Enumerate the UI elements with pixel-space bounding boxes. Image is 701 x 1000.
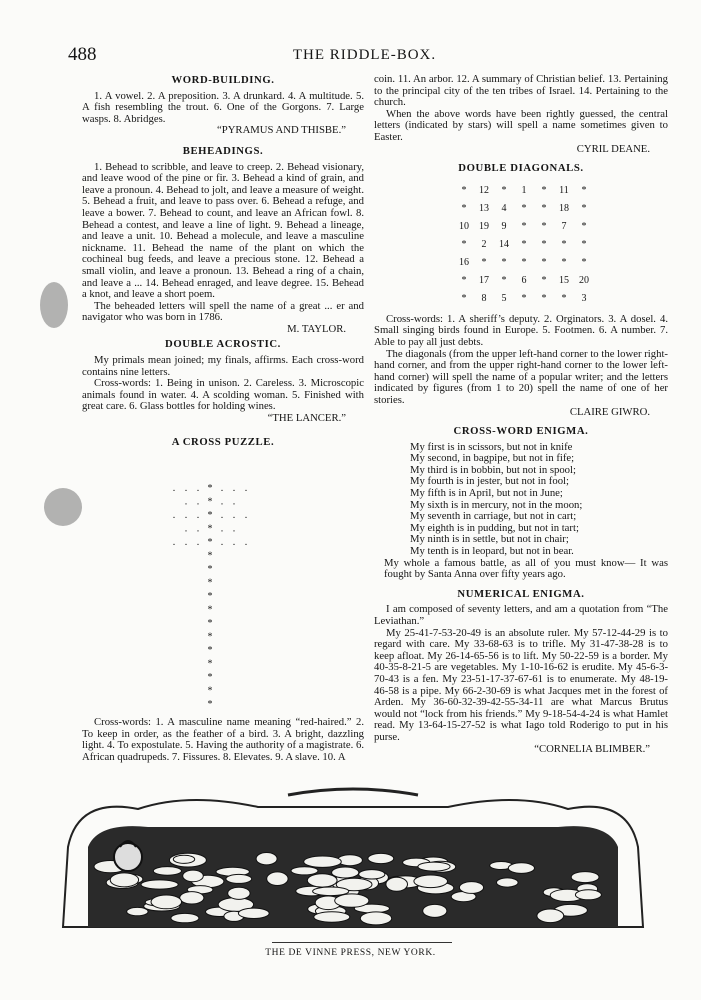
coin [359, 870, 385, 879]
diagonal-grid-cell: 3 [581, 292, 587, 304]
diagonal-grid-cell: * [521, 256, 527, 268]
cross-puzzle-dot: . [172, 537, 176, 548]
cross-word-enigma-title: CROSS-WORD ENIGMA. [453, 425, 589, 438]
cross-puzzle-note: When the above words have been rightly guessed, the central letters (indicated by stars) will spell a name sometimes given to Easter. [374, 107, 668, 143]
diagonal-grid-cell: 19 [479, 220, 489, 232]
cross-puzzle-star: * [207, 591, 213, 602]
cross-puzzle-dot: . [244, 510, 248, 521]
word-building-text: 1. A vowel. 2. A preposition. 3. A drunkard. 4. A multitude. 5. A fish resembling the trout. 6. One of the Gorgons. 7. Large wasps. 8. Abridges. [82, 89, 364, 125]
cross-puzzle-dot: . [196, 496, 200, 508]
diagonal-grid-cell: * [581, 220, 587, 232]
cross-puzzle-star: * [207, 685, 213, 697]
beheadings-title: BEHEADINGS. [182, 144, 264, 157]
double-diagonals-title: DOUBLE DIAGONALS. [458, 162, 584, 175]
cross-puzzle-dot: . [172, 510, 176, 521]
diagonal-grid-cell: * [541, 256, 547, 268]
coin [332, 867, 359, 878]
cross-puzzle-star: * [207, 564, 213, 575]
poem-line: My sixth is in mercury, not in the moon; [410, 498, 583, 511]
cross-puzzle-dot: . [244, 483, 248, 494]
coin [110, 873, 138, 887]
cross-puzzle-dot: . [196, 483, 200, 494]
diagonal-grid-cell: * [541, 220, 547, 232]
cross-puzzle-star: * [207, 577, 213, 589]
cross-puzzle-dot: . [220, 537, 224, 548]
coin [183, 870, 204, 882]
double-acrostic-title: DOUBLE ACROSTIC. [165, 338, 281, 351]
cross-puzzle-dot: . [232, 483, 236, 494]
diagonal-grid-cell: * [461, 292, 467, 304]
diagonal-grid-cell: 12 [479, 184, 489, 196]
double-acrostic-signature: “THE LANCER.” [267, 412, 346, 425]
cross-puzzle-dot: . [184, 510, 188, 521]
cross-puzzle-dot: . [196, 523, 200, 535]
coin [459, 882, 483, 894]
cross-puzzle-star: * [207, 645, 213, 656]
coin [423, 904, 447, 917]
diagonal-grid-cell: * [461, 184, 467, 196]
diagonal-grid-cell: * [581, 202, 587, 214]
coin [151, 895, 182, 909]
cross-puzzle-dot: . [220, 510, 224, 521]
diagonal-grid-cell: 15 [559, 274, 569, 286]
coin [291, 867, 318, 875]
cross-puzzle-dot: . [184, 496, 188, 508]
cross-puzzle-dot: . [232, 510, 236, 521]
cross-puzzle-star: * [207, 537, 213, 548]
coin [313, 887, 349, 896]
coin [127, 907, 148, 915]
cross-puzzle-dot: . [232, 523, 236, 535]
poem-line: My second, in bagpipe, but not in fife; [410, 452, 575, 465]
cross-puzzle-dot: . [244, 537, 248, 548]
coin [307, 874, 337, 887]
diagonal-grid-cell: * [521, 238, 527, 250]
cross-word-enigma-closing: My whole a famous battle, as all of you must know— It was fought by Santa Anna over fifty years ago. [384, 556, 668, 581]
cross-puzzle-star: * [207, 483, 213, 494]
cross-puzzle-cross-continued: coin. 11. An arbor. 12. A summary of Christian belief. 13. Pertaining to the principal city of the ten tribes of Israel. 14. Pertaining to the church. [374, 73, 668, 109]
cross-puzzle-dot: . [184, 483, 188, 494]
diagonal-grid-cell: * [521, 292, 527, 304]
coin [537, 909, 564, 923]
diagonal-grid-cell: * [541, 184, 547, 196]
diagonal-grid-cell: * [541, 274, 547, 286]
cross-puzzle-star: * [207, 699, 213, 710]
coin [335, 894, 369, 907]
diagonal-grid-cell: * [461, 202, 467, 214]
cross-puzzle-star: * [207, 496, 213, 508]
coin [180, 892, 204, 904]
cross-puzzle-star: * [207, 658, 213, 670]
double-diagonals-cross-words: Cross-words: 1. A sheriff’s deputy. 2. Orginators. 3. A dosel. 4. Small singing birds found in Europe. 5. Footmen. 6. A number. 7. Able to pay all just debts. [374, 312, 668, 348]
coin [304, 856, 342, 867]
poem-line: My seventh in carriage, but not in cart; [410, 510, 577, 523]
numerical-enigma-text: I am composed of seventy letters, and am a quotation from “The Leviathan.” [374, 603, 668, 627]
diagonal-grid-cell: 10 [459, 220, 469, 232]
diagonal-grid-cell: 2 [481, 238, 487, 250]
diagonal-grid-cell: 14 [499, 238, 509, 250]
diagonal-grid-cell: * [501, 184, 507, 196]
diagonal-grid-cell: 7 [561, 220, 567, 232]
diagonal-grid-cell: * [521, 220, 527, 232]
diagonal-grid-cell: 4 [501, 202, 507, 214]
diagonal-grid-cell: * [541, 202, 547, 214]
coin [153, 867, 181, 876]
money-bag-icon [114, 843, 142, 871]
diagonal-grid-cell: * [461, 238, 467, 250]
poem-line: My fourth is in jester, but not in fool; [410, 475, 569, 488]
diagonal-grid-cell: 8 [481, 292, 487, 304]
diagonal-grid-cell: 6 [521, 274, 527, 286]
cross-puzzle-dot: . [232, 496, 236, 508]
coin [386, 877, 408, 891]
coin [314, 912, 350, 922]
diagonal-grid-cell: * [481, 256, 487, 268]
diagonal-grid-cell: 13 [479, 202, 489, 214]
diagonal-grid-cell: * [521, 202, 527, 214]
poem-line: My eighth is in pudding, but not in tart; [410, 521, 579, 534]
cross-puzzle-title: A CROSS PUZZLE. [171, 435, 275, 448]
right-column [374, 74, 668, 755]
beheadings-text-2: The beheaded letters will spell the name of a great ... er and navigator who was born in 1786. [82, 299, 364, 324]
coin [141, 880, 178, 889]
coin [571, 872, 599, 883]
double-diagonals-grid-space [374, 179, 668, 314]
poem-line: My ninth is in settle, but not in chair; [410, 533, 569, 546]
coin [575, 890, 601, 900]
cross-puzzle-dot: . [220, 483, 224, 494]
diagonal-grid-cell: 17 [479, 274, 489, 286]
double-diagonals-grid [374, 179, 668, 314]
cross-puzzle-signature: CYRIL DEANE. [576, 142, 650, 155]
diagonal-grid-cell: * [541, 292, 547, 304]
cross-puzzle-star: * [207, 510, 213, 521]
cross-puzzle-cross-text: Cross-words: 1. A masculine name meaning “red-haired.” 2. To keep in order, as the feather of a bird. 3. A bright, dazzling light. 4. To expostulate. 5. Having the authority of a magistrate. 6. African quadrupeds. 7. Fissures. 8. Elevates. 9. A slave. 10. A [82, 716, 364, 763]
coin [414, 875, 448, 888]
coin [238, 908, 269, 918]
coin [256, 853, 277, 865]
numerical-enigma-title: NUMERICAL ENIGMA. [457, 587, 585, 600]
poem-line: My third is in bobbin, but not in spool; [410, 463, 576, 476]
diagonal-grid-cell: 20 [579, 274, 589, 286]
poem-line: My tenth is in leopard, but not in bear. [410, 545, 574, 558]
cross-puzzle-star: * [207, 604, 213, 616]
word-building-title: WORD-BUILDING. [171, 74, 275, 86]
beheadings-signature: M. TAYLOR. [287, 322, 346, 335]
cross-puzzle-star: * [207, 523, 213, 535]
diagonal-grid-cell: * [561, 256, 567, 268]
diagonal-grid-cell: 5 [501, 292, 507, 304]
cross-puzzle-star: * [207, 672, 213, 683]
coin [508, 863, 534, 874]
double-acrostic-text: My primals mean joined; my finals, affirms. Each cross-word contains nine letters. [82, 354, 364, 378]
page-number: 488 [68, 44, 97, 65]
diagonal-grid-cell: * [561, 292, 567, 304]
coin [173, 855, 194, 863]
coin [418, 862, 450, 871]
footer-imprint: THE DE VINNE PRESS, NEW YORK. [265, 948, 436, 958]
diagonal-grid-cell: * [501, 274, 507, 286]
word-building-signature: “PYRAMUS AND THISBE.” [217, 124, 346, 137]
cross-puzzle-dot: . [196, 510, 200, 521]
paper-stain [40, 282, 68, 328]
cross-puzzle-dot: . [184, 537, 188, 548]
double-diagonals-note: The diagonals (from the upper left-hand corner to the lower right-hand corner, and from the upper right-hand corner to the lower left-hand corner) will spell the name of a popular writer; and the letters indicated by figures (from 1 to 20) spell the name of one of her stories. [374, 347, 668, 406]
cross-puzzle-star: * [207, 550, 213, 562]
diagonal-grid-cell: * [581, 184, 587, 196]
numerical-enigma-text-2: My 25-41-7-53-20-49 is an absolute ruler. My 57-12-44-29 is to regard with care. My 33-68-63 is to trifle. My 31-47-38-28 is to keep afloat. My 26-14-65-56 is to lift. My 50-22-59 is a border. My 40-35-8-21-5 are vegetables. My 1-10-16-62 is erudite. My 45-6-3-70-43 is a fen. My 23-51-17-37-67-61 is to enumerate. My 48-19-46-58 is a pipe. My 66-2-30-69 is what Jacques met in the forest of Arden. My 36-60-32-39-42-55-34-11 are what Marcus Brutus would not “lock from his friends.” My 9-18-54-4-24 is what Hamlet read. My 13-64-15-27-52 is what Iago told Roderigo to put in his purse. [374, 626, 668, 743]
diagonal-grid-cell: * [461, 274, 467, 286]
coin [267, 872, 288, 886]
numerical-enigma-signature: “CORNELIA BLIMBER.” [534, 742, 650, 755]
footer-rule [272, 942, 452, 943]
diagonal-grid-cell: 18 [559, 202, 569, 214]
diagonal-grid-cell: 9 [501, 220, 507, 232]
coin [228, 887, 250, 899]
diagonal-grid-cell: * [501, 256, 507, 268]
double-diagonals-signature: CLAIRE GIWRO. [569, 405, 650, 418]
cross-puzzle-dots [173, 483, 248, 710]
diagonal-grid-cell: 16 [459, 256, 469, 268]
cross-puzzle-dot: . [220, 523, 224, 535]
cross-puzzle-star: * [207, 631, 213, 643]
cross-puzzle-cross-words [82, 717, 364, 763]
coin [171, 913, 199, 922]
diagonal-grid-cell: * [541, 238, 547, 250]
coin [226, 874, 252, 883]
cross-puzzle-dot: . [232, 537, 236, 548]
beheadings-text: 1. Behead to scribble, and leave to creep. 2. Behead visionary, and leave wood of the pine or fir. 3. Behead a kind of grain, and leave a pronoun. 4. Behead to jolt, and leave a measure of weight. 5. Behead a fruit, and leave to pass over. 6. Behead a refuge, and leave a bower. 7. Behead to count, and leave an African fowl. 8. Behead a contest, and leave a line of light. 9. Behead a lineage, and leave a unit. 10. Behead a molecule, and leave a masculine nickname. 11. Behead the name of the plant on which the cochineal bug feeds, and leave a precious stone. 12. Behead a small violin, and leave a pronoun. 13. Behead a ring of a chain, and leave a ... 14. Behead enraged, and leave degree. 15. Behead a knot, and leave a short poem. [82, 160, 364, 301]
cross-puzzle-star: * [207, 618, 213, 629]
cross-puzzle-dot: . [220, 496, 224, 508]
diagonal-grid-cell: * [581, 238, 587, 250]
cross-puzzle-dot: . [184, 523, 188, 535]
double-acrostic-cross-words: Cross-words: 1. Being in unison. 2. Careless. 3. Microscopic animals found in water. 4. A scolding woman. 5. Finished with great care. 6. Glass bottles for holding wines. [82, 377, 364, 413]
cross-puzzle-dot: . [172, 483, 176, 494]
diagonal-grid-cell: 11 [559, 184, 569, 196]
coin [360, 912, 391, 925]
coin [497, 878, 519, 887]
diagonal-grid-cell: * [581, 256, 587, 268]
page-title: THE RIDDLE-BOX. [292, 47, 437, 63]
diagonal-grid-cell: 1 [521, 184, 527, 196]
coins-illustration [58, 787, 648, 930]
poem-line: My first is in scissors, but not in knife [410, 440, 573, 453]
cross-puzzle-dot: . [196, 537, 200, 548]
poem-line: My fifth is in April, but not in June; [410, 487, 563, 500]
diagonal-grid-cell: * [561, 238, 567, 250]
coin [368, 853, 394, 863]
cross-word-enigma-poem [374, 442, 668, 558]
paper-stain [44, 488, 82, 526]
